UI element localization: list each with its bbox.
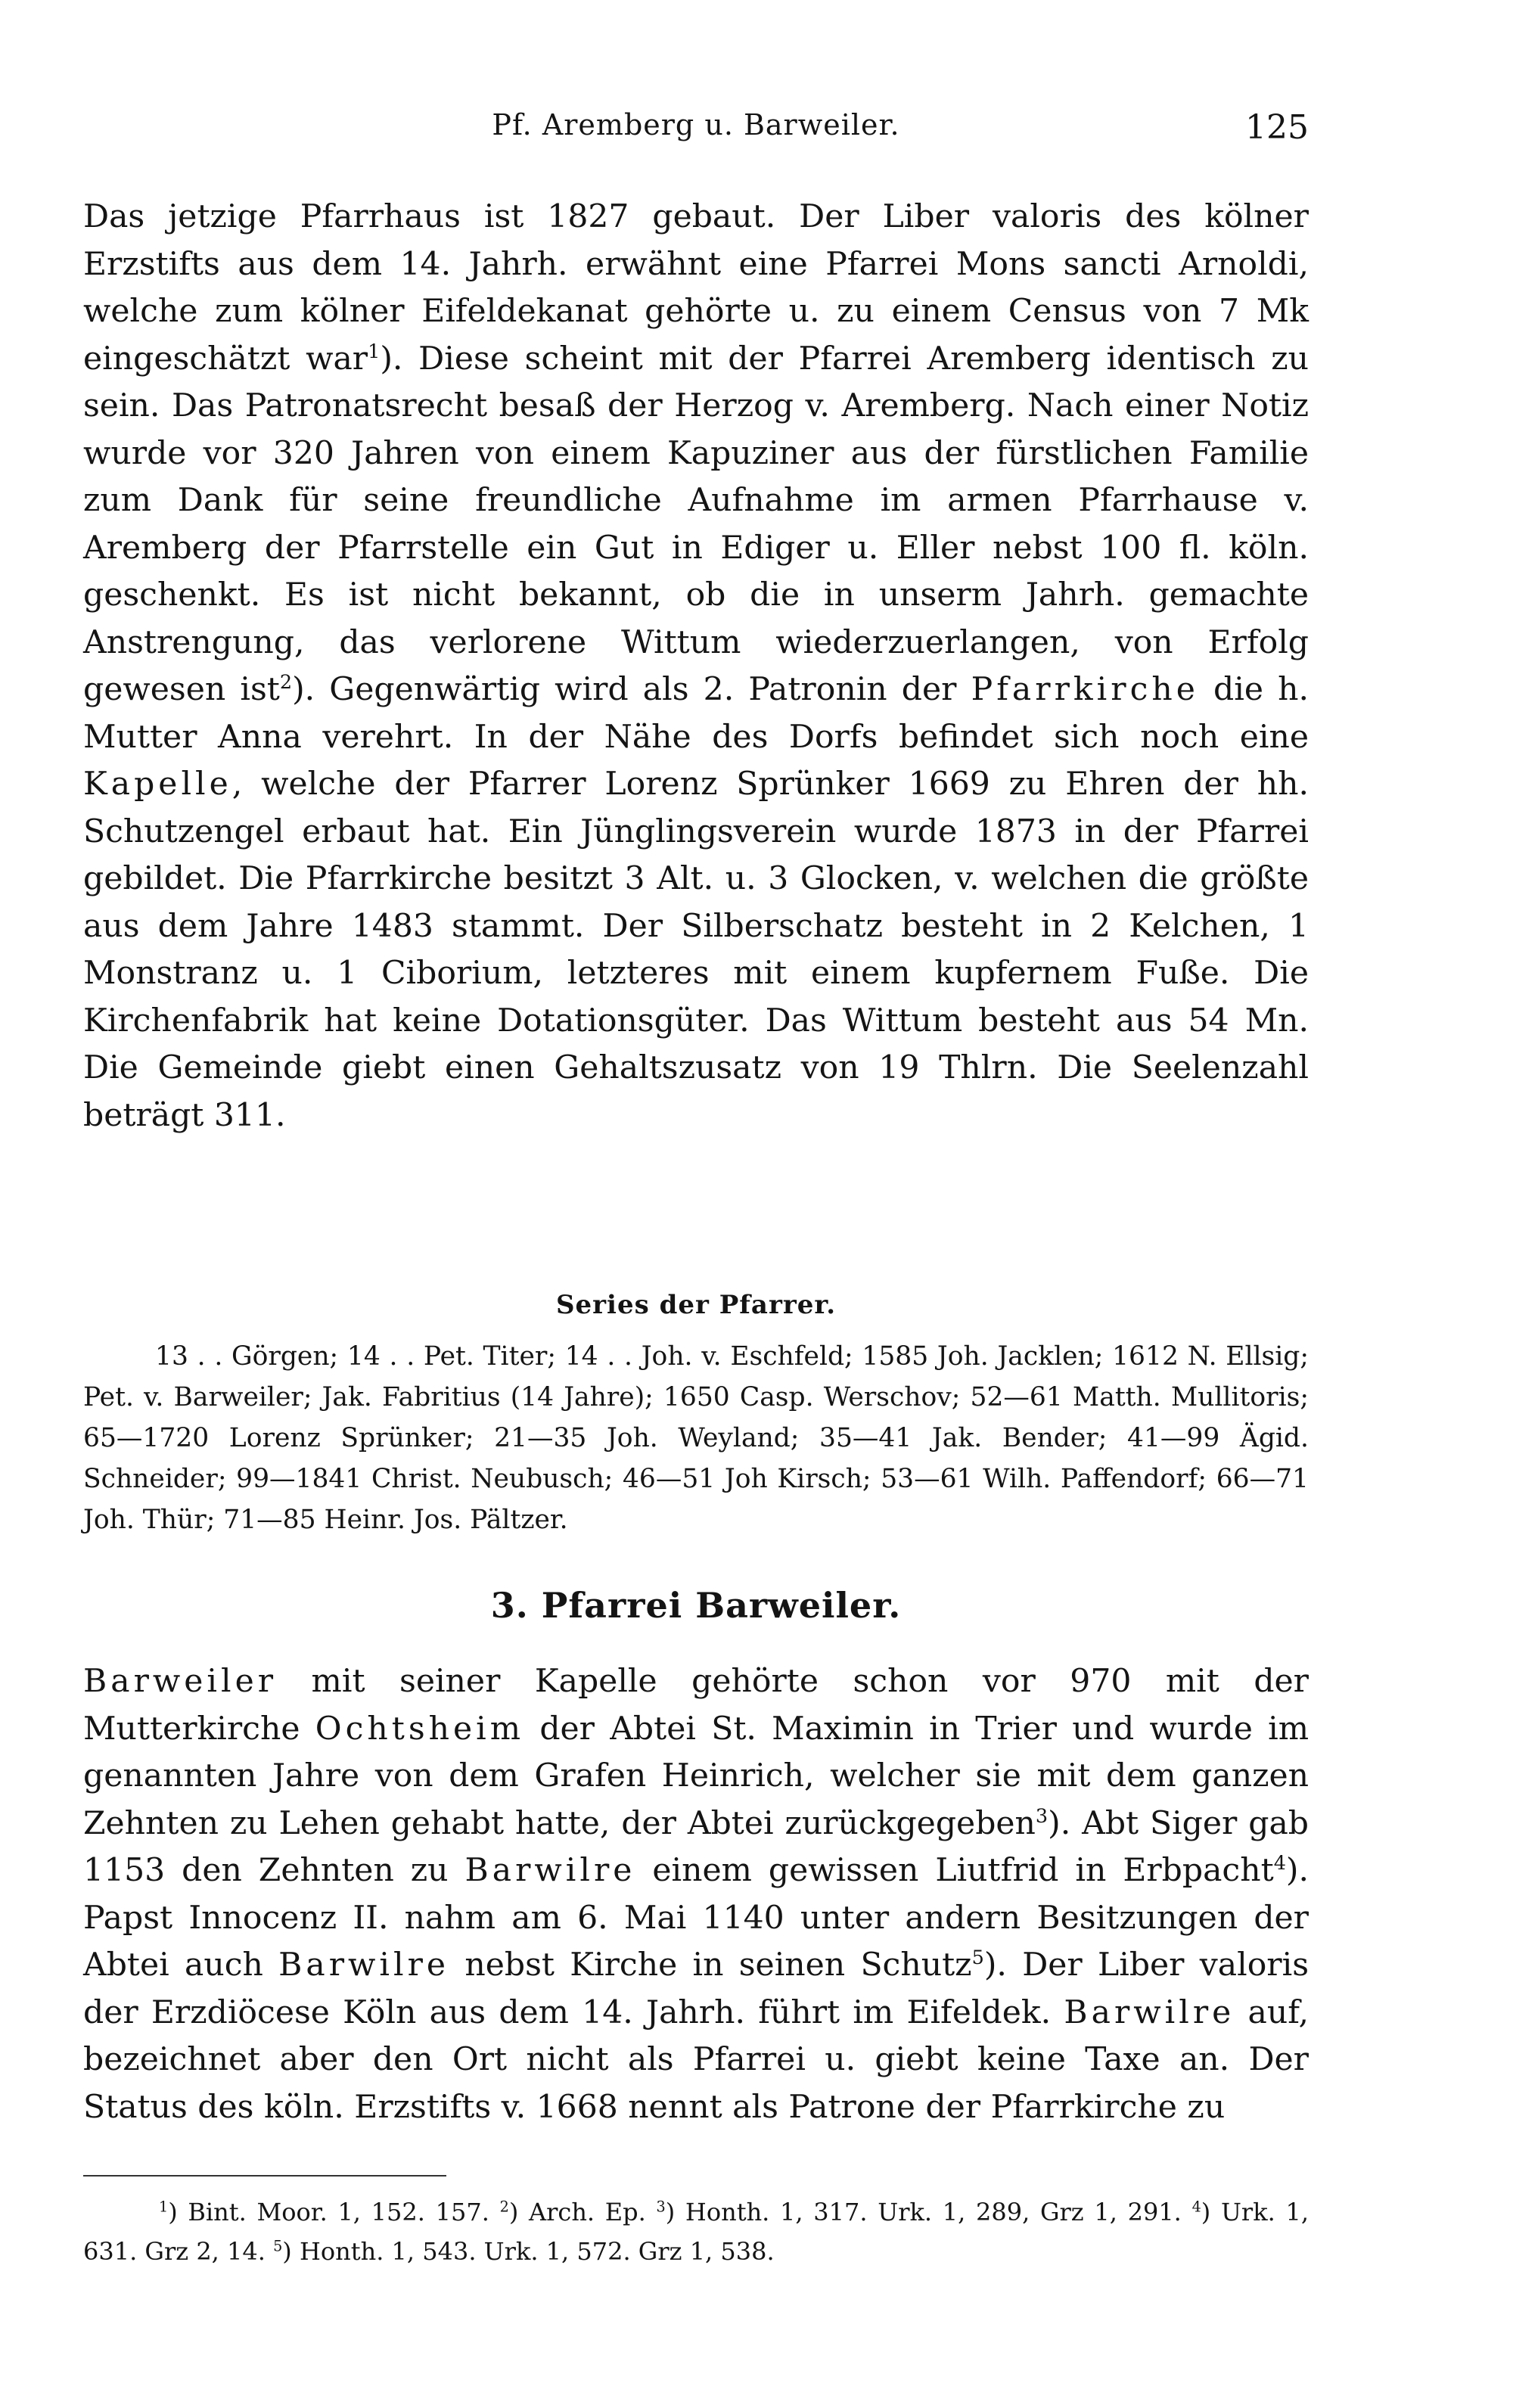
page-number: 125 (1245, 108, 1309, 147)
footnote-marker: 1 (159, 2198, 169, 2216)
text-run: ). Abt Siger gab 1153 den Zehnten zu (83, 1804, 1309, 1889)
spaced-term: Kapelle (83, 766, 232, 803)
running-header (83, 98, 1309, 151)
series-list: 13 . . Görgen; 14 . . Pet. Titer; 14 . . Joh. v. Eschfeld; 1585 Joh. Jacklen; 1612 N. Ellsig; Pet. v. Barweiler; Jak. Fabritius (14 Jahre); 1650 Casp. Werschov; 52—61 Matth. Mullitoris; 65—1720 Lorenz Sprünker; 21—35 Joh. Weyland; 35—41 Jak. Bender; 41—99 Ägid. Schneider; 99—1841 Christ. Neubusch; 46—51 Joh Kirsch; 53—61 Wilh. Paffendorf; 66—71 Joh. Thür; 71—85 Heinr. Jos. Pältzer. (83, 1341, 1309, 1535)
spaced-term: Barwilre (464, 1852, 636, 1889)
footnote-ref-1: 1 (368, 340, 381, 363)
footnote-text: ) Honth. 1, 317. Urk. 1, 289, Grz 1, 291. (665, 2198, 1192, 2226)
text-run: nebst Kirche in seinen Schutz (449, 1947, 972, 1984)
footnote-ref-2: 2 (279, 670, 293, 694)
spaced-term: Pfarrkirche (971, 671, 1199, 708)
spaced-term: Barwilre (278, 1947, 450, 1984)
spaced-term: Ochtsheim (315, 1710, 525, 1748)
spaced-term: Barwilre (1064, 1993, 1235, 2031)
footnote-ref-3: 3 (1035, 1804, 1049, 1828)
text-run: Das jetzige Pfarrhaus ist 1827 gebaut. Der Liber valoris des kölner Erzstifts aus dem 14. Jahrh. erwähnt eine Pfarrei Mons sancti Arnoldi, welche zum kölner Eifeldekanat gehörte u. zu einem Census von 7 Mk eingeschätzt war (83, 198, 1309, 378)
paragraph-aremberg (83, 194, 1309, 1139)
footnotes (83, 2192, 1309, 2271)
footnote-text: ) Honth. 1, 543. Urk. 1, 572. Grz 1, 538. (282, 2237, 775, 2266)
paragraph-barweiler (83, 1658, 1309, 2131)
footnote-text: ) Urk. 1, 631. Grz 2, 14. (83, 2198, 1310, 2266)
series-heading: Series der Pfarrer. (555, 1290, 837, 1320)
footnote-marker: 2 (499, 2198, 509, 2216)
section-heading: 3. Pfarrei Barweiler. (490, 1585, 902, 1626)
footnote-text: ) Arch. Ep. (508, 2198, 657, 2226)
footnote-divider (83, 2175, 446, 2177)
footnote-ref-5: 5 (971, 1946, 984, 1969)
footnote-text: ) Bint. Moor. 1, 152. 157. (168, 2198, 500, 2226)
text-run: ). Papst Innocenz II. nahm am 6. Mai 1140 unter andern Besitzungen der Abtei auch (83, 1852, 1310, 1984)
spaced-term: Barweiler (83, 1663, 278, 1700)
footnote-marker: 4 (1191, 2198, 1201, 2216)
text-run: ). Gegenwärtig wird als 2. Patronin der (292, 671, 971, 708)
text-run: , welche der Pfarrer Lorenz Sprünker 1669 zu Ehren der hh. Schutzengel erbaut hat. Ein Jünglingsverein wurde 1873 in der Pfarrei gebildet. Die Pfarrkirche besitzt 3 Alt. u. 3 Glocken, v. welchen die größte aus dem Jahre 1483 stammt. Der Silberschatz besteht in 2 Kelchen, 1 Monstranz u. 1 Ciborium, letzteres mit einem kupfernem Fuße. Die Kirchenfabrik hat keine Dotationsgüter. Das Wittum besteht aus 54 Mn. Die Gemeinde giebt einen Gehaltszusatz von 19 Thlrn. Die Seelenzahl beträgt 311. (83, 766, 1309, 1134)
footnote-marker: 3 (656, 2198, 666, 2216)
running-title: Pf. Aremberg u. Barweiler. (492, 108, 900, 141)
text-run: die h. Mutter Anna verehrt. In der Nähe des Dorfs befindet sich noch eine (83, 671, 1309, 756)
text-run: ). Diese scheint mit der Pfarrei Aremberg identisch zu sein. Das Patronatsrecht besaß der Herzog v. Aremberg. Nach einer Notiz wurde vor 320 Jahren von einem Kapuziner aus der fürstlichen Familie zum Dank für seine freundliche Aufnahme im armen Pfarrhause v. Aremberg der Pfarrstelle ein Gut in Ediger u. Eller nebst 100 fl. köln. geschenkt. Es ist nicht bekannt, ob die in unserm Jahrh. gemachte Anstrengung, das verlorene Wittum wiederzuerlangen, von Erfolg gewesen ist (83, 340, 1309, 708)
text-run: auf, bezeichnet aber den Ort nicht als Pfarrei u. giebt keine Taxe an. Der Status des köln. Erzstifts v. 1668 nennt als Patrone der Pfarrkirche zu (83, 1993, 1309, 2126)
text-run: mit seiner Kapelle gehörte schon vor 970 mit der Mutterkirche (83, 1663, 1309, 1748)
text-run: der Abtei St. Maximin in Trier und wurde im genannten Jahre von dem Grafen Heinrich, welcher sie mit dem ganzen Zehnten zu Lehen gehabt hatte, der Abtei zurückgegeben (83, 1710, 1309, 1842)
text-run: ). Der Liber valoris der Erzdiöcese Köln aus dem 14. Jahrh. führt im Eifeldek. (83, 1947, 1310, 2031)
footnote-marker: 5 (273, 2237, 283, 2255)
footnote-ref-4: 4 (1273, 1851, 1286, 1875)
text-run: einem gewissen Liutfrid in Erbpacht (635, 1852, 1274, 1889)
